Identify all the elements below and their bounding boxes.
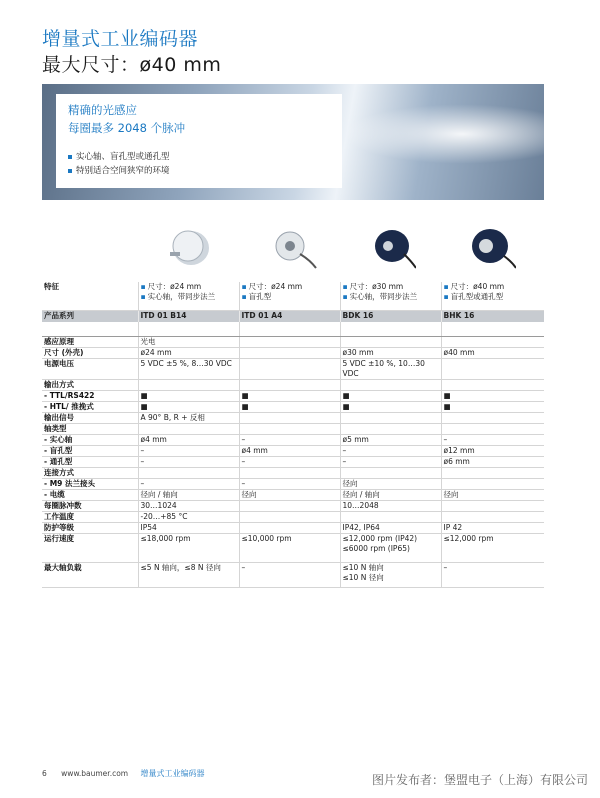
spec-cell: IP42, IP64 [340,523,441,534]
spec-row [42,523,544,534]
spec-cell [441,359,544,380]
footer-title: 增量式工业编码器 [140,769,205,778]
spec-cell: 径向 [340,479,441,490]
spec-cell: ■ [239,402,340,413]
spec-cell [239,348,340,359]
feature-cell: ▪ 尺寸：ø24 mm ▪ 盲孔型 [239,282,340,311]
spec-cell [340,512,441,523]
spec-cell: ø40 mm [441,348,544,359]
hero-banner [42,84,544,200]
row-label: 电源电压 [42,359,138,380]
spec-row [42,359,544,380]
spec-cell [441,479,544,490]
spec-cell [138,380,239,391]
spec-row [42,563,544,588]
spec-cell: ■ [441,402,544,413]
spec-cell [441,501,544,512]
spec-cell: – [441,563,544,588]
spec-cell: ø4 mm [138,435,239,446]
spec-table [42,282,544,588]
spec-row [42,435,544,446]
spec-row [42,413,544,424]
spec-cell: ■ [239,391,340,402]
spec-cell [239,359,340,380]
banner-headline-1: 精确的光感应 [68,103,137,117]
spec-cell: 径向 [441,490,544,501]
spec-cell: – [340,457,441,468]
series-cell: ITD 01 B14 [138,311,239,323]
feature-cell: ▪ 尺寸：ø30 mm ▪ 实心轴，带同步法兰 [340,282,441,311]
spec-cell [340,413,441,424]
spec-cell: ø4 mm [239,446,340,457]
row-label: 运行速度 [42,534,138,563]
encoder-image-bdk16 [366,224,416,270]
series-cell: BDK 16 [340,311,441,323]
spec-cell: ≤10 N 轴向 ≤10 N 径向 [340,563,441,588]
spec-row [42,501,544,512]
row-label: 输出信号 [42,413,138,424]
spec-cell [340,468,441,479]
spec-cell: – [138,446,239,457]
spec-row [42,512,544,523]
spec-cell [239,523,340,534]
spec-cell: ■ [340,402,441,413]
spec-row [42,391,544,402]
banner-highlight [342,104,544,164]
row-label: 每圈脉冲数 [42,501,138,512]
page-subtitle: 最大尺寸：ø40 mm [42,54,222,76]
spec-cell: ≤12,000 rpm [441,534,544,563]
spec-cell [239,337,340,348]
spec-cell: 径向 / 轴向 [138,490,239,501]
spec-cell: ≤18,000 rpm [138,534,239,563]
spec-cell: ≤12,000 rpm (IP42) ≤6000 rpm (IP65) [340,534,441,563]
row-label: - 电缆 [42,490,138,501]
spacer-row [42,322,544,337]
feature-cell: ▪ 尺寸：ø24 mm ▪ 实心轴，带同步法兰 [138,282,239,311]
spec-cell: ø24 mm [138,348,239,359]
row-label: - 通孔型 [42,457,138,468]
row-label: 感应原理 [42,337,138,348]
spec-row [42,348,544,359]
spec-cell [239,424,340,435]
spec-cell [441,424,544,435]
spec-cell [138,468,239,479]
row-label: 防护等级 [42,523,138,534]
spec-cell: ≤5 N 轴向，≤8 N 径向 [138,563,239,588]
spec-row [42,446,544,457]
spec-cell [239,512,340,523]
spec-cell: – [239,479,340,490]
banner-bullet: 实心轴、盲孔型或通孔型 [68,150,170,162]
spec-row [42,380,544,391]
spec-row [42,479,544,490]
row-label: 轴类型 [42,424,138,435]
row-label: 最大轴负载 [42,563,138,588]
spec-cell: ≤10,000 rpm [239,534,340,563]
spec-cell: ø6 mm [441,457,544,468]
spec-cell [239,468,340,479]
spec-cell: ■ [441,391,544,402]
spec-cell [340,380,441,391]
spec-cell [239,380,340,391]
spec-cell: IP 42 [441,523,544,534]
row-label: 连接方式 [42,468,138,479]
spec-row [42,534,544,563]
spec-cell [138,424,239,435]
page-title: 增量式工业编码器 [42,28,199,50]
spec-cell [239,413,340,424]
spec-row [42,402,544,413]
encoder-image-itd01a4 [268,224,318,270]
spec-cell [441,512,544,523]
row-label: 尺寸 (外壳) [42,348,138,359]
spec-cell: 光电 [138,337,239,348]
encoder-image-itd01b14 [164,224,214,270]
row-label: 工作温度 [42,512,138,523]
row-label: - 盲孔型 [42,446,138,457]
spec-cell: 10…2048 [340,501,441,512]
spec-row [42,457,544,468]
row-label: - 实心轴 [42,435,138,446]
spec-cell: 径向 [239,490,340,501]
spec-cell: ■ [340,391,441,402]
publisher-watermark: 图片发布者：堡盟电子（上海）有限公司 [371,773,588,787]
spec-cell [441,337,544,348]
spec-cell [441,468,544,479]
spec-table-body [42,282,544,588]
banner-bullet: 特别适合空间狭窄的环境 [68,164,170,176]
spec-cell: ø30 mm [340,348,441,359]
spec-cell: ø12 mm [441,446,544,457]
spec-row [42,424,544,435]
banner-textbox [56,94,342,188]
page-footer [42,768,205,779]
footer-url[interactable]: www.baumer.com [61,769,129,778]
spec-cell [340,424,441,435]
series-cell: ITD 01 A4 [239,311,340,323]
spec-cell [340,337,441,348]
spec-cell: ■ [138,402,239,413]
row-label: 产品系列 [42,311,138,323]
spec-cell [239,501,340,512]
banner-headline-2: 每圈最多 2048 个脉冲 [68,121,186,135]
spec-cell: A 90° B, R + 反相 [138,413,239,424]
spec-cell [441,380,544,391]
spec-cell: – [138,479,239,490]
spec-cell: – [138,457,239,468]
row-label: - TTL/RS422 [42,391,138,402]
spec-cell: 5 VDC ±10 %, 10…30 VDC [340,359,441,380]
series-row [42,311,544,323]
spec-cell [441,413,544,424]
row-label: - HTL/ 推挽式 [42,402,138,413]
spec-cell: – [340,446,441,457]
row-label: - M9 法兰接头 [42,479,138,490]
spec-row [42,468,544,479]
features-row [42,282,544,311]
page-number: 6 [42,769,47,778]
spec-cell: – [239,563,340,588]
spec-row [42,337,544,348]
spec-cell: 30…1024 [138,501,239,512]
spec-cell: – [239,435,340,446]
feature-cell: ▪ 尺寸：ø40 mm ▪ 盲孔型或通孔型 [441,282,544,311]
spec-cell: IP54 [138,523,239,534]
series-cell: BHK 16 [441,311,544,323]
spec-cell: ■ [138,391,239,402]
spec-cell: ø5 mm [340,435,441,446]
spec-cell: -20…+85 °C [138,512,239,523]
spec-cell: 径向 / 轴向 [340,490,441,501]
row-label: 输出方式 [42,380,138,391]
spec-cell: – [239,457,340,468]
spec-cell: – [441,435,544,446]
row-label: 特征 [42,282,138,311]
encoder-image-bhk16 [466,224,516,270]
spec-row [42,490,544,501]
spec-cell: 5 VDC ±5 %, 8…30 VDC [138,359,239,380]
